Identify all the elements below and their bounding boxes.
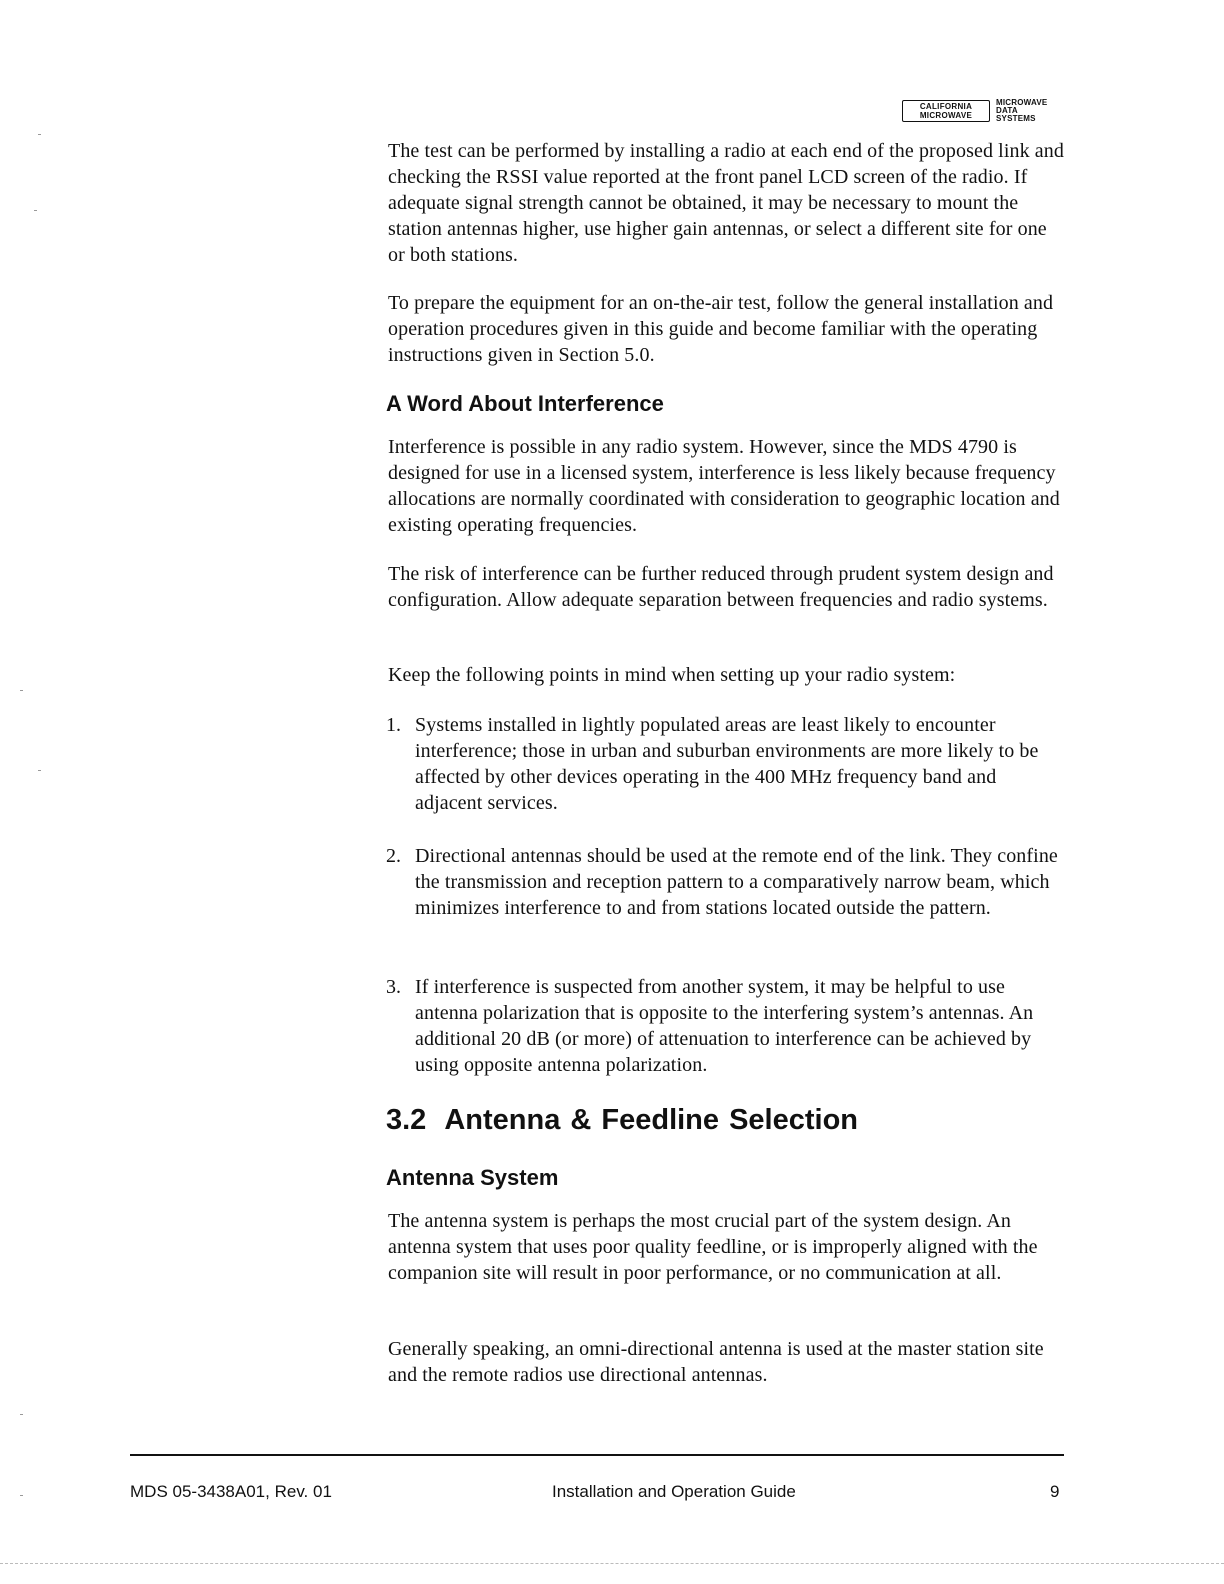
footer-guide-title: Installation and Operation Guide — [552, 1482, 796, 1501]
list-text: If interference is suspected from another system, it may be helpful to use antenna polarization that is opposite to the interfering system’s antennas. An additional 20 dB (or more) of attenuation to interference can be achieved by using opposite antenna polarization. — [415, 976, 1034, 1076]
scan-edge-line — [0, 1563, 1224, 1564]
logo-word-3: SYSTEMS — [996, 114, 1036, 123]
logo-box — [902, 100, 990, 122]
logo-box-line1: CALIFORNIA — [919, 102, 973, 111]
paragraph-risk-of-interference: The risk of interference can be further reduced through prudent system design and configuration. Allow adequate separation between frequencies and radio systems. — [388, 563, 1054, 611]
scan-artifact — [20, 1414, 23, 1415]
footer-doc-number: MDS 05-3438A01, Rev. 01 — [130, 1482, 332, 1501]
list-number: 2. — [386, 845, 401, 867]
scan-artifact — [38, 134, 41, 135]
paragraph-antenna-system: The antenna system is perhaps the most crucial part of the system design. An antenna system that uses poor quality feedline, or is improperly aligned with the companion site will result in poor performance, or no communication at all. — [388, 1210, 1038, 1284]
footer-rule — [130, 1454, 1064, 1456]
company-logo — [902, 100, 1072, 126]
list-number: 3. — [386, 976, 401, 998]
list-text: Systems installed in lightly populated areas are least likely to encounter interference; those in urban and suburban environments are more likely to be affected by other devices operating in the 400 MHz frequency band and adjacent services. — [415, 714, 1039, 814]
paragraph-interference-possible: Interference is possible in any radio system. However, since the MDS 4790 is designed for use in a licensed system, interference is less likely because frequency allocations are normally coordinated with consideration to geographic location and existing operating frequencies. — [388, 436, 1060, 536]
paragraph-test-procedure: The test can be performed by installing a radio at each end of the proposed link and checking the RSSI value reported at the front panel LCD screen of the radio. If adequate signal strength cannot be obtained, it may be necessary to mount the station antennas higher, use higher gain antennas, or select a different site for one or both stations. — [388, 140, 1064, 266]
paragraph-prepare-equipment: To prepare the equipment for an on-the-air test, follow the general installation and operation procedures given in this guide and become familiar with the operating instructions given in Section 5.0. — [388, 292, 1054, 366]
logo-words — [996, 99, 1047, 123]
scan-artifact — [34, 210, 37, 211]
paragraph-omni-directional: Generally speaking, an omni-directional antenna is used at the master station site and the remote radios use directional antennas. — [388, 1338, 1044, 1386]
paragraph-keep-in-mind: Keep the following points in mind when setting up your radio system: — [388, 664, 956, 686]
logo-word-2: DATA — [996, 106, 1018, 115]
heading-interference: A Word About Interference — [386, 391, 664, 416]
list-text: Directional antennas should be used at the remote end of the link. They confine the transmission and reception pattern to a comparatively narrow beam, which minimizes interference to and from stations located outside the pattern. — [415, 845, 1058, 919]
heading-antenna-system: Antenna System — [386, 1165, 559, 1190]
section-title: Antenna & Feedline Selection — [444, 1104, 859, 1136]
list-number: 1. — [386, 714, 401, 736]
logo-word-1: MICROWAVE — [996, 98, 1048, 107]
logo-box-line2: MICROWAVE — [919, 111, 973, 120]
scan-artifact — [20, 690, 23, 691]
scan-artifact — [38, 770, 41, 771]
section-number: 3.2 — [386, 1104, 427, 1136]
scan-artifact — [20, 1495, 23, 1496]
section-heading — [386, 1103, 858, 1137]
footer-page-number: 9 — [1050, 1482, 1060, 1501]
